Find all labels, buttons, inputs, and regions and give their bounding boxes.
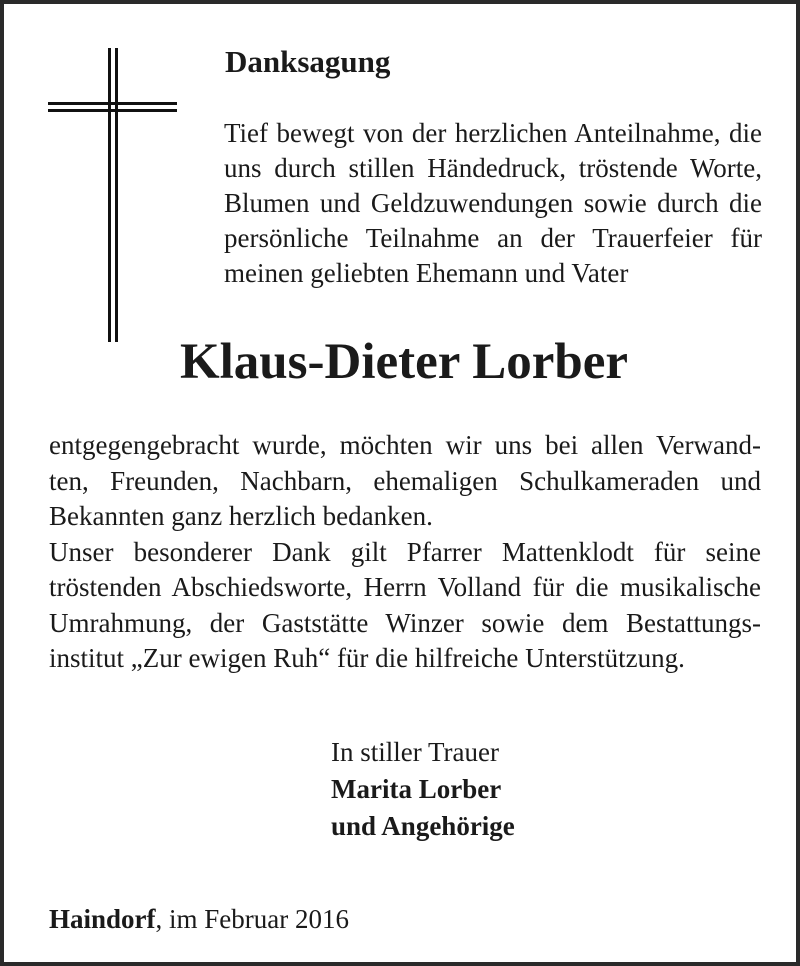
body-line: entgegengebracht wurde, möchten wir uns bei allen Verwand- — [49, 430, 761, 460]
body-line: Unser besonderer Dank gilt Pfarrer Mattenklodt für seine — [49, 536, 761, 567]
place-name: Haindorf — [49, 904, 156, 934]
date-text: , im Februar 2016 — [155, 904, 349, 934]
body-line: institut „Zur ewigen Ruh“ für die hilfreiche Unterstützung. — [49, 643, 685, 673]
body-line: ten, Freunden, Nachbarn, ehemaligen Schulkameraden und — [49, 465, 761, 496]
intro-line: uns durch stillen Händedruck, tröstende Worte, — [224, 153, 762, 183]
body-line: Umrahmung, der Gaststätte Winzer sowie dem Bestattungs- — [49, 607, 761, 638]
body-line: Bekannten ganz herzlich bedanken. — [49, 501, 433, 531]
closing-phrase: In stiller Trauer — [331, 737, 499, 767]
intro-line: meinen geliebten Ehemann und Vater — [224, 258, 629, 288]
body-line: tröstenden Abschiedsworte, Herrn Volland für die musikalische — [49, 572, 761, 602]
mourner-name: Marita Lorber — [331, 774, 502, 804]
intro-line: Tief bewegt von der herzlichen Anteilnahme, die — [224, 118, 762, 148]
place-date-line — [49, 901, 349, 937]
notice-heading: Danksagung — [225, 44, 391, 79]
intro-line: Blumen und Geldzuwendungen sowie durch die — [224, 188, 762, 218]
body-paragraph — [49, 428, 761, 677]
deceased-name: Klaus-Dieter Lorber — [179, 334, 629, 390]
mourner-relatives: und Angehörige — [331, 811, 515, 841]
intro-paragraph — [224, 116, 762, 291]
closing-signature — [331, 734, 515, 845]
intro-line: persönliche Teilnahme an der Trauerfeier für — [224, 223, 762, 253]
latin-cross-icon — [48, 48, 178, 344]
